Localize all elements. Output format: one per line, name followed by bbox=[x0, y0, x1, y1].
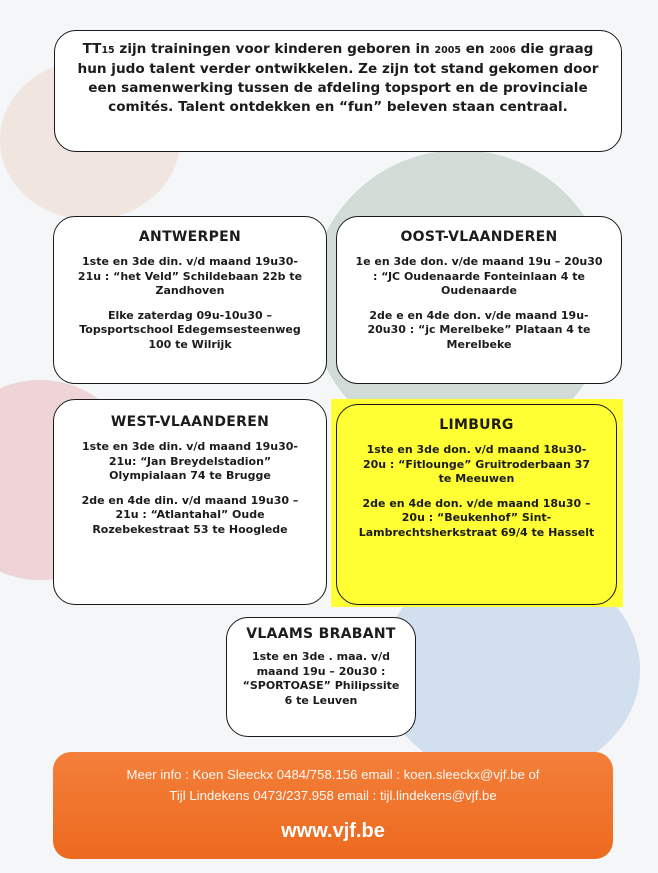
region-title: OOST-VLAANDEREN bbox=[400, 229, 558, 245]
region-title: LIMBURG bbox=[439, 417, 514, 433]
region-title: VLAAMS BRABANT bbox=[246, 626, 396, 642]
region-box-oost-vlaanderen bbox=[336, 216, 622, 384]
training-entry: 2de en 4de don. v/de maand 18u30 – 20u : “Beukenhof” Sint-Lambrechtsherkstraat 69/4 te Hasselt bbox=[358, 496, 595, 539]
region-title: WEST-VLAANDEREN bbox=[110, 414, 270, 430]
region-box-vlaams-brabant bbox=[226, 617, 416, 737]
training-entry: 1ste en 3de don. v/d maand 18u30-20u : “Fitlounge” Gruitroderbaan 37 te Meeuwen bbox=[362, 443, 591, 485]
training-entry: 2de en 4de din. v/d maand 19u30 – 21u : “Atlantahal” Oude Rozebekestraat 53 te Hooglede bbox=[81, 493, 299, 536]
contact-footer bbox=[53, 752, 613, 859]
region-box-antwerpen bbox=[53, 216, 327, 384]
intro-panel bbox=[54, 30, 622, 152]
training-entry: 1ste en 3de . maa. v/d maand 19u – 20u30 : “SPORTOASE” Philipssite 6 te Leuven bbox=[242, 650, 400, 707]
region-title: ANTWERPEN bbox=[138, 229, 242, 245]
region-box-limburg bbox=[336, 404, 617, 605]
contact-line: Tijl Lindekens 0473/237.958 email : tijl.lindekens@vjf.be bbox=[169, 788, 497, 803]
training-entry: Elke zaterdag 09u-10u30 – Topsportschool Edegemsesteenweg 100 te Wilrijk bbox=[79, 308, 301, 351]
training-entry: 1e en 3de don. v/de maand 19u – 20u30 : “JC Oudenaarde Fonteinlaan 4 te Oudenaarde bbox=[355, 255, 603, 297]
region-box-west-vlaanderen bbox=[53, 399, 327, 605]
website-link[interactable]: www.vjf.be bbox=[281, 820, 385, 842]
training-entry: 1ste en 3de din. v/d maand 19u30-21u : “het Veld” Schildebaan 22b te Zandhoven bbox=[77, 255, 303, 297]
contact-line: Meer info : Koen Sleeckx 0484/758.156 email : koen.sleeckx@vjf.be of bbox=[126, 767, 540, 782]
intro-text: TT15 zijn trainingen voor kinderen geboren in 2005 en 2006 die graag hun judo talent verder ontwikkelen. Ze zijn tot stand gekomen door een samenwerking tussen de afdeling topsport en de provinciale comités. Talent ontdekken en “fun” beleven staan centraal. bbox=[77, 41, 599, 115]
training-entry: 2de e en 4de don. v/de maand 19u-20u30 : “jc Merelbeke” Plataan 4 te Merelbeke bbox=[367, 308, 591, 351]
training-entry: 1ste en 3de din. v/d maand 19u30-21u: “Jan Breydelstadion” Olympialaan 74 te Brugge bbox=[82, 440, 298, 482]
